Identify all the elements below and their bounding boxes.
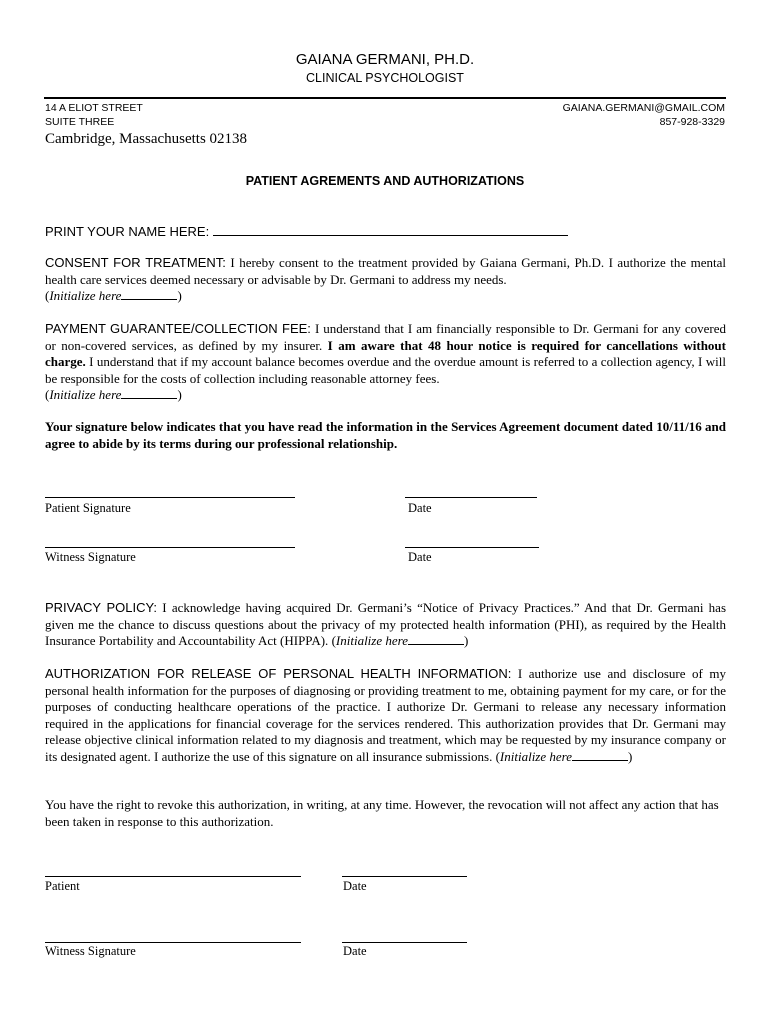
privacy-initial-label: Initialize here [335, 633, 408, 648]
date-label-4: Date [343, 944, 367, 958]
authorization-section: AUTHORIZATION FOR RELEASE OF PERSONAL HEALTH INFORMATION: I authorize use and disclosure of my personal health information for the purposes of diagnosing or providing treatment to me, obtaining payment for my care, or for the purposes of conducting healthcare operations of the practice. I authorize Dr. Germani to release any necessary information required in the applications for financial coverage for the services rendered. This authorization provides that Dr. Germani may release objective clinical information related to my diagnosis and treatment, which may be requested by my insurance company or its designated agent. I authorize the use of this signature on all insurance submissions. (Initialize here ) [45, 666, 726, 764]
payment-initial-label: Initialize here [49, 387, 122, 402]
witness-label-2: Witness Signature [45, 944, 136, 958]
authorization-heading: AUTHORIZATION FOR RELEASE OF PERSONAL HEALTH INFORMATION: [45, 666, 512, 681]
revocation-notice: You have the right to revoke this authorization, in writing, at any time. However, the revocation will not affect any action that has been taken in response to this authorization. [45, 797, 719, 829]
address-block [45, 101, 143, 129]
practitioner-name: GAIANA GERMANI, PH.D. [295, 51, 475, 68]
patient-line-2[interactable] [45, 876, 301, 877]
payment-section: PAYMENT GUARANTEE/COLLECTION FEE: I understand that I am financially responsible to Dr. Germani for any covered or non-covered services, as defined by my insurer. I am aware that 48 hour notice is required for cancellations without charge. I understand that if my account balance becomes overdue and the overdue amount is referred to a collection agency, I will be responsible for the costs of collection including reasonable attorney fees. (Initialize here ) [45, 321, 727, 402]
practitioner-title: CLINICAL PSYCHOLOGIST [306, 71, 464, 85]
phone: 857-928-3329 [659, 116, 725, 128]
date-line-2[interactable] [405, 547, 539, 548]
authorization-initial-label: Initialize here [499, 748, 573, 764]
authorization-initial-field[interactable] [572, 750, 628, 761]
authorization-text: I authorize use and disclosure of my personal health information for the purposes of diagnosing or providing treatment to me, obtaining payment for my care, or for the purposes of conducting healthcare operations of the practice. I authorize Dr. Germani to release any necessary information required in the applications for financial coverage for the services rendered. This authorization provides that Dr. Germani may release objective clinical information related to my diagnosis and treatment, which may be requested by my insurance company or its designated agent. I authorize the use of this signature on all insurance submissions. [45, 666, 726, 764]
payment-text-1: I understand that I am financially responsible to Dr. Germani for any covered or non-covered services, as defined by my insurer. [45, 321, 727, 353]
date-line-4[interactable] [342, 942, 467, 943]
payment-initial-field[interactable] [121, 388, 177, 399]
patient-label-2: Patient [45, 879, 80, 893]
payment-heading: PAYMENT GUARANTEE/COLLECTION FEE: [45, 321, 311, 336]
consent-initial-label: Initialize here [49, 288, 122, 303]
payment-text-2: I understand that if my account balance becomes overdue and the overdue amount is referred to a collection agency, I will be responsible for the costs of collection including reasonable attorney fees. [45, 354, 726, 386]
suite: SUITE THREE [45, 116, 115, 128]
witness-signature-line[interactable] [45, 547, 295, 548]
payment-notice: I am aware that 48 hour notice is required for cancellations without charge. [45, 337, 726, 369]
date-label-1: Date [408, 501, 432, 515]
email: GAIANA.GERMANI@GMAIL.COM [562, 102, 725, 114]
consent-text: I hereby consent to the treatment provided by Gaiana Germani, Ph.D. I authorize the mental health care services deemed necessary or advisable by Dr. Germani to address my needs. [45, 255, 727, 287]
date-line-1[interactable] [405, 497, 537, 498]
privacy-section: PRIVACY POLICY: I acknowledge having acquired Dr. Germani’s “Notice of Privacy Practices.” And that Dr. Germani has given me the chance to discuss questions about the privacy of my protected health information (PHI), as required by the Health Insurance Portability and Accountability Act (HIPPA). (Initialize here ) [45, 600, 727, 648]
witness-line-2[interactable] [45, 942, 301, 943]
contact-block [563, 101, 725, 129]
header-rule [44, 97, 726, 99]
witness-signature-label: Witness Signature [45, 550, 136, 564]
print-name-label: PRINT YOUR NAME HERE: [45, 224, 210, 239]
date-label-2: Date [408, 550, 432, 564]
consent-initial-field[interactable] [121, 289, 177, 300]
city-state-zip: Cambridge, Massachusetts 02138 [45, 131, 248, 147]
document-title: PATIENT AGREMENTS AND AUTHORIZATIONS [245, 174, 525, 188]
consent-heading: CONSENT FOR TREATMENT: [45, 255, 226, 270]
patient-signature-label: Patient Signature [45, 501, 131, 515]
privacy-text: I acknowledge having acquired Dr. Germani’s “Notice of Privacy Practices.” And that Dr. Germani has given me the chance to discuss questions about the privacy of my protected health information (PHI), as required by the Health Insurance Portability and Accountability Act (HIPPA). [45, 600, 727, 648]
patient-signature-line[interactable] [45, 497, 295, 498]
date-line-3[interactable] [342, 876, 467, 877]
print-name-row [45, 223, 568, 239]
privacy-heading: PRIVACY POLICY: [45, 600, 158, 615]
date-label-3: Date [343, 879, 367, 893]
street-address: 14 A ELIOT STREET [45, 102, 143, 114]
print-name-field[interactable] [213, 223, 568, 236]
consent-section: CONSENT FOR TREATMENT: I hereby consent to the treatment provided by Gaiana Germani, Ph.D. I authorize the mental health care services deemed necessary or advisable by Dr. Germani to address my needs. (Initialize here ) [45, 255, 727, 303]
services-agreement-statement: Your signature below indicates that you have read the information in the Services Agreement document dated 10/11/16 and agree to abide by its terms during our professional relationship. [45, 419, 726, 451]
privacy-initial-field[interactable] [408, 634, 464, 645]
